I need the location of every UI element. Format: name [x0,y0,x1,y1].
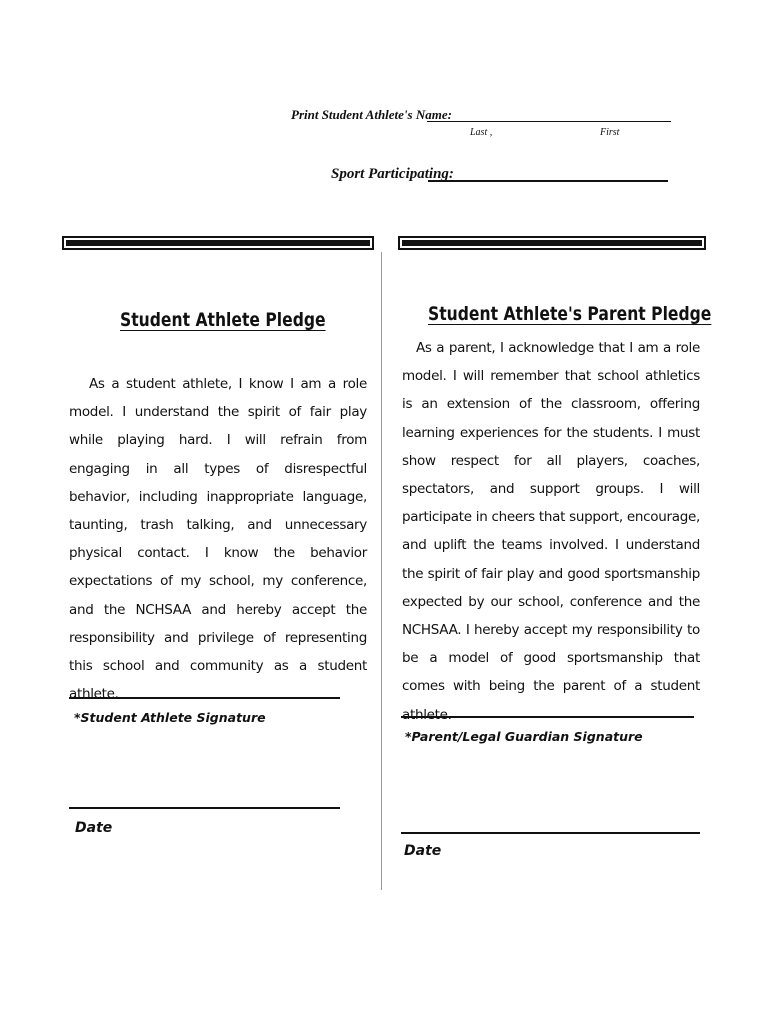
parent-pledge-text: As a parent, I acknowledge that I am a role model. I will remember that school athletics is an extension of the classroom, offering learning experiences for the students. I must show respect for all players, coaches, spectators, and support groups. I will participate in cheers that support, encourage, and uplift the teams involved. I understand the spirit of fair play and good sportsmanship expected by our school, conference and the NCHSAA. I hereby accept my responsibility to be a model of good sportsmanship that comes with being the parent of a student athlete. [402,340,700,723]
student-signature-label: *Student Athlete Signature [74,710,266,725]
last-name-caption: Last , [470,127,493,138]
sport-label: Sport Participating: [331,166,454,182]
column-divider [381,252,382,890]
parent-pledge-title: Student Athlete's Parent Pledge [428,303,712,325]
student-date-line[interactable] [69,807,340,809]
student-name-field[interactable] [427,121,671,122]
sport-field[interactable] [428,180,668,182]
right-header-bar [398,236,706,250]
parent-signature-label: *Parent/Legal Guardian Signature [405,729,643,744]
student-name-label: Print Student Athlete's Name: [291,107,452,122]
first-name-caption: First [600,127,620,138]
student-signature-line[interactable] [69,697,340,699]
student-pledge-title: Student Athlete Pledge [120,309,326,331]
parent-signature-line[interactable] [401,716,694,718]
left-header-bar [62,236,374,250]
parent-date-label: Date [404,843,442,859]
student-pledge-text: As a student athlete, I know I am a role model. I understand the spirit of fair play while playing hard. I will refrain from engaging in all types of disrespectful behavior, including inappropriate language, taunting, trash talking, and unnecessary physical contact. I know the behavior expectations of my school, my conference, and the NCHSAA and hereby accept the responsibility and privilege of representing this school and community as a student athlete. [69,376,367,703]
parent-date-line[interactable] [401,832,700,834]
student-date-label: Date [75,820,113,836]
